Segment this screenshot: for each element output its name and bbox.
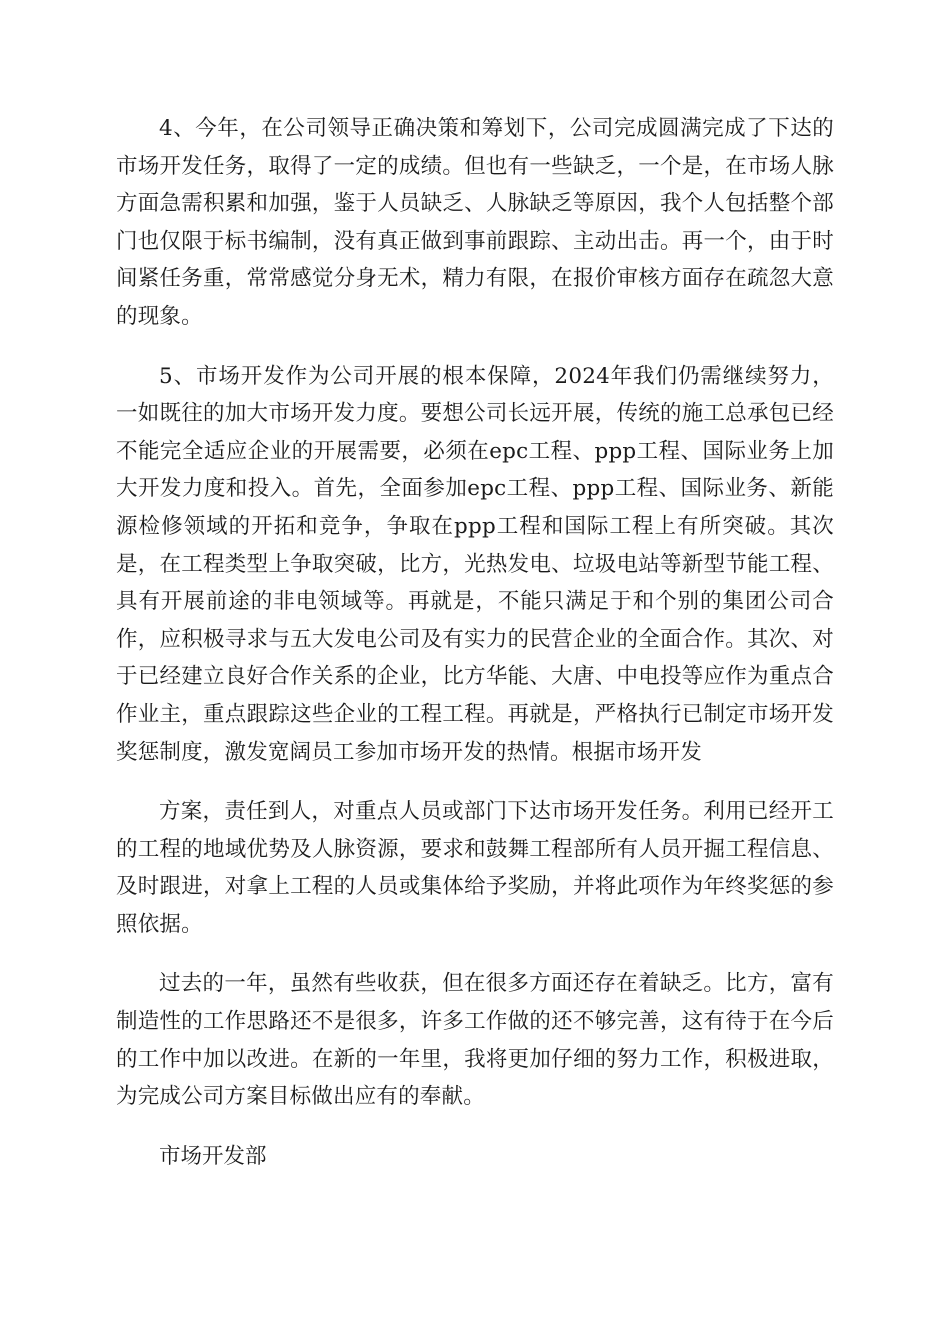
document-page — [116, 110, 834, 1175]
signature-department: 市场开发部 — [159, 1143, 267, 1169]
paragraph-item-4: 4、今年，在公司领导正确决策和筹划下，公司完成圆满完成了下达的市场开发任务，取得了一定的成绩。但也有一些缺乏，一个是，在市场人脉方面急需积累和加强，鉴于人员缺乏、人脉缺乏等原因，我个人包括整个部门也仅限于标书编制，没有真正做到事前跟踪、主动出击。再一个，由于时间紧任务重，常常感觉分身无术，精力有限，在报价审核方面存在疏忽大意的现象。 — [116, 116, 834, 329]
paragraph-item-5: 5、市场开发作为公司开展的根本保障，2024年我们仍需继续努力，一如既往的加大市场开发力度。要想公司长远开展，传统的施工总承包已经不能完全适应企业的开展需要，必须在epc工程、ppp工程、国际业务上加大开发力度和投入。首先，全面参加epc工程、ppp工程、国际业务、新能源检修领域的开拓和竞争，争取在ppp工程和国际工程上有所突破。其次是，在工程类型上争取突破，比方，光热发电、垃圾电站等新型节能工程、具有开展前途的非电领域等。再就是，不能只满足于和个别的集团公司合作，应积极寻求与五大发电公司及有实力的民营企业的全面合作。其次、对于已经建立良好合作关系的企业，比方华能、大唐、中电投等应作为重点合作业主，重点跟踪这些企业的工程工程。再就是，严格执行已制定市场开发奖惩制度，激发宽阔员工参加市场开发的热情。根据市场开发 — [116, 363, 834, 765]
paragraph-summary: 过去的一年，虽然有些收获，但在很多方面还存在着缺乏。比方，富有制造性的工作思路还不是很多，许多工作做的还不够完善，这有待于在今后的工作中加以改进。在新的一年里，我将更加仔细的努力工作，积极进取，为完成公司方案目标做出应有的奉献。 — [116, 971, 834, 1110]
paragraph-plan: 方案，责任到人，对重点人员或部门下达市场开发任务。利用已经开工的工程的地域优势及人脉资源，要求和鼓舞工程部所有人员开掘工程信息、及时跟进，对拿上工程的人员或集体给予奖励，并将此项作为年终奖惩的参照依据。 — [116, 799, 834, 937]
